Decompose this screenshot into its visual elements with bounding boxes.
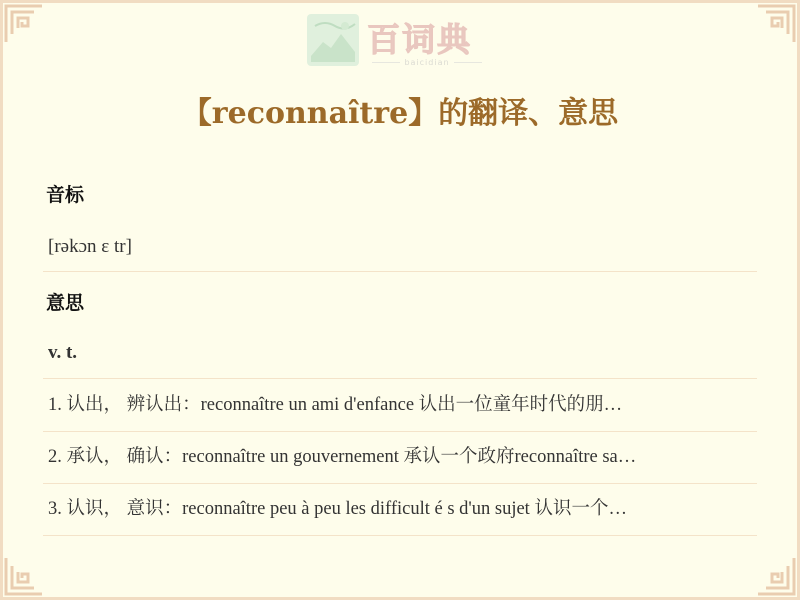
meaning-item: 1. 认出， 辨认出：reconnaître un ami d'enfance 认出一位童年时代的朋…: [48, 395, 623, 415]
divider: [43, 431, 757, 432]
logo-subtitle: baicidian: [367, 58, 487, 67]
title-close-bracket: 】: [408, 96, 439, 131]
logo-seal-icon: [305, 12, 361, 68]
divider: [43, 535, 757, 536]
site-logo[interactable]: [305, 12, 495, 72]
divider: [43, 271, 757, 272]
page-title: [0, 88, 800, 132]
corner-ornament-top-left: [4, 4, 44, 44]
part-of-speech: v. t.: [48, 342, 78, 363]
logo-text: 百词典: [367, 20, 472, 59]
title-suffix: 的翻译、意思: [438, 96, 619, 131]
corner-ornament-top-right: [756, 4, 796, 44]
divider: [43, 378, 757, 379]
meaning-heading: 意思: [46, 292, 85, 314]
phonetic-heading: 音标: [46, 184, 85, 206]
divider: [43, 483, 757, 484]
meaning-item: 3. 认识， 意识：reconnaître peu à peu les difficult é s d'un sujet 认识一个…: [48, 499, 627, 519]
title-word: reconnaître: [211, 96, 409, 131]
meaning-item: 2. 承认， 确认：reconnaître un gouvernement 承认一个政府reconnaître sa…: [48, 447, 637, 467]
corner-ornament-bottom-left: [4, 556, 44, 596]
phonetic-value: [rəkɔn ɛ tr]: [48, 236, 132, 257]
corner-ornament-bottom-right: [756, 556, 796, 596]
title-open-bracket: 【: [181, 96, 212, 131]
